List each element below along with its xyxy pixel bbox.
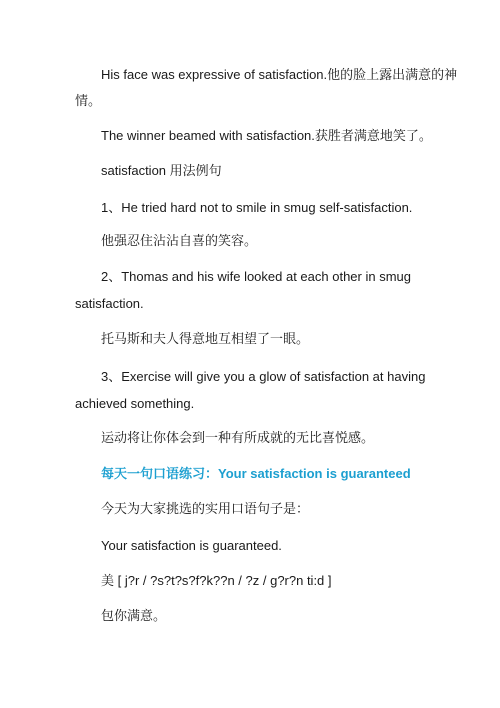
example-sentence-1-continuation: 情。: [75, 94, 102, 109]
usage-examples-heading: satisfaction 用法例句: [101, 163, 222, 178]
usage-example-2-zh: 托马斯和夫人得意地互相望了一眼。: [101, 332, 310, 347]
usage-example-3-en: 3、Exercise will give you a glow of satisfaction at having: [101, 369, 426, 384]
usage-example-2-continuation: satisfaction.: [75, 296, 144, 311]
usage-example-2-en: 2、Thomas and his wife looked at each other in smug: [101, 269, 412, 284]
usage-example-3-zh: 运动将让你体会到一种有所成就的无比喜悦感。: [101, 431, 375, 446]
usage-example-1-zh: 他强忍住沾沾自喜的笑容。: [101, 234, 258, 249]
usage-example-3-continuation: achieved something.: [75, 396, 195, 411]
daily-phrase-translation: 包你满意。: [101, 609, 167, 624]
example-sentence-2: The winner beamed with satisfaction.获胜者满意地笑了。: [101, 128, 432, 143]
daily-phrase-heading: 每天一句口语练习：Your satisfaction is guaranteed: [101, 466, 411, 481]
daily-phrase-intro: 今天为大家挑选的实用口语句子是：: [101, 502, 310, 517]
example-sentence-1-en: His face was expressive of satisfaction.他的脸上露出满意的神: [101, 67, 458, 82]
phonetic-transcription: 美 [ j?r / ?s?t?s?f?k??n / ?z / g?r?n ti:d ]: [101, 573, 332, 588]
daily-phrase-sentence: Your satisfaction is guaranteed.: [101, 538, 282, 553]
usage-example-1-en: 1、He tried hard not to smile in smug self-satisfaction.: [101, 200, 413, 215]
